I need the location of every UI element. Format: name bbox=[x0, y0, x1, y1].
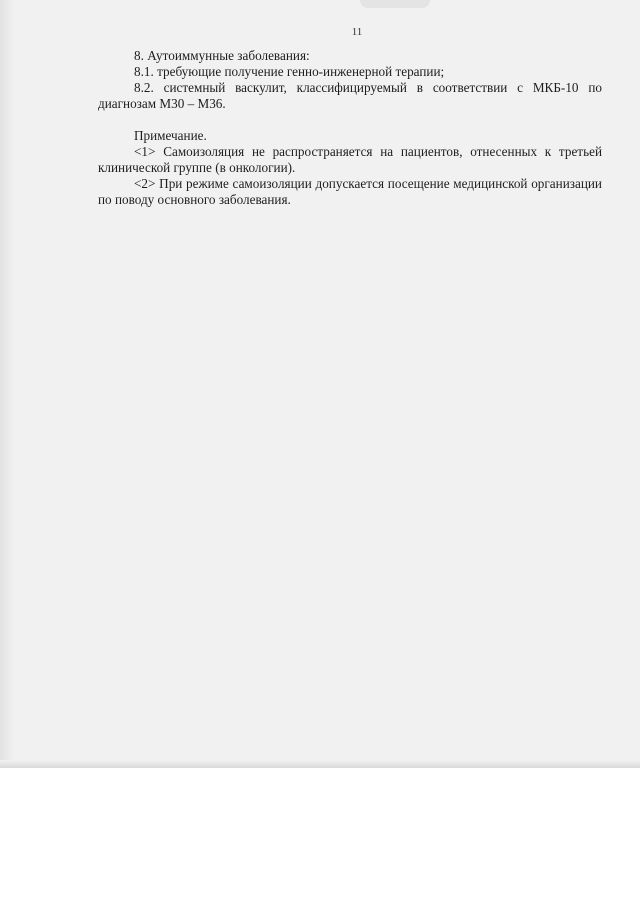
page-number: 11 bbox=[351, 26, 363, 38]
item-8-autoimmune-diseases: 8. Аутоиммунные заболевания: bbox=[134, 48, 310, 63]
scan-shadow-bottom bbox=[0, 760, 640, 768]
item-8-2-systemic-vasculitis: 8.2. системный васкулит, классифицируемый в соответствии с МКБ-10 по диагнозам М30 – М36. bbox=[98, 80, 602, 111]
item-8-1-genetic-therapy: 8.1. требующие получение генно-инженерной терапии; bbox=[134, 64, 445, 79]
note-2: <2> При режиме самоизоляции допускается посещение медицинской организации по поводу основного заболевания. bbox=[98, 176, 602, 207]
scan-shadow-left bbox=[0, 0, 14, 768]
note-heading: Примечание. bbox=[134, 128, 207, 143]
paragraph-spacer bbox=[98, 112, 602, 128]
note-1: <1> Самоизоляция не распространяется на пациентов, отнесенных к третьей клинической группе (в онкологии). bbox=[98, 144, 602, 175]
scan-smudge-top bbox=[360, 0, 430, 8]
document-body bbox=[98, 24, 602, 208]
